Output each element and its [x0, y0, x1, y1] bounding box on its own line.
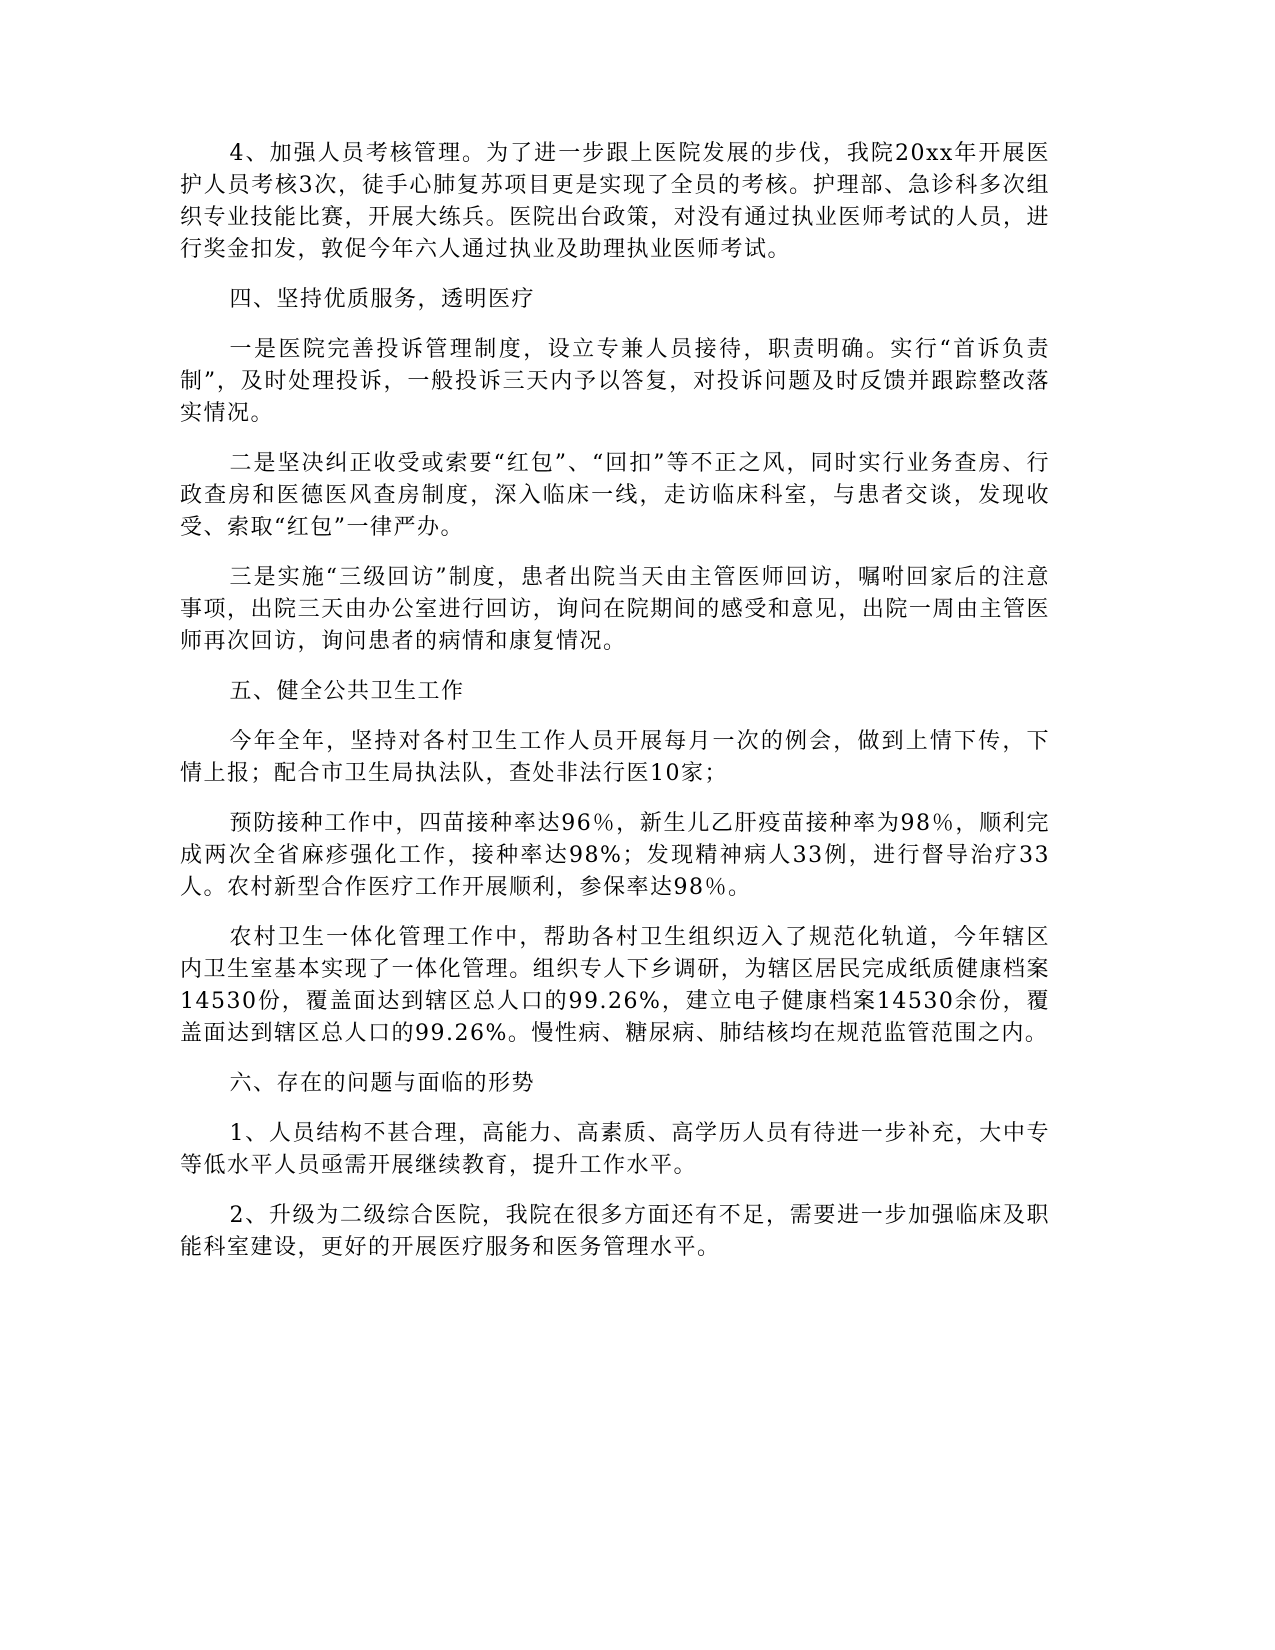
- paragraph-vaccination: 预防接种工作中，四苗接种率达96％，新生儿乙肝疫苗接种率为98％，顺利完成两次全省麻疹强化工作，接种率达98%；发现精神病人33例，进行督导治疗33人。农村新型合作医疗工作开展顺利，参保率达98％。: [180, 811, 1050, 900]
- paragraph-staff-assessment: 4、加强人员考核管理。为了进一步跟上医院发展的步伐，我院20xx年开展医护人员考核3次，徒手心肺复苏项目更是实现了全员的考核。护理部、急诊科多次组织专业技能比赛，开展大练兵。医院出台政策，对没有通过执业医师考试的人员，进行奖金扣发，敦促今年六人通过执业及助理执业医师考试。: [180, 141, 1050, 262]
- section-heading-quality-service: 四、坚持优质服务，透明医疗: [229, 287, 536, 312]
- paragraph-rural-health-integration: 农村卫生一体化管理工作中，帮助各村卫生组织迈入了规范化轨道，今年辖区内卫生室基本实现了一体化管理。组织专人下乡调研，为辖区居民完成纸质健康档案14530份，覆盖面达到辖区总人口的99.26%，建立电子健康档案14530余份，覆盖面达到辖区总人口的99.26%。慢性病、糖尿病、肺结核均在规范监管范围之内。: [180, 925, 1050, 1046]
- document-body: [180, 138, 1050, 1282]
- section-heading-problems: 六、存在的问题与面临的形势: [229, 1071, 536, 1096]
- paragraph-village-meetings: 今年全年，坚持对各村卫生工作人员开展每月一次的例会，做到上情下传，下情上报；配合市卫生局执法队，查处非法行医10家；: [180, 729, 1050, 786]
- paragraph-follow-up-visits: 三是实施“三级回访”制度，患者出院当天由主管医师回访，嘱咐回家后的注意事项，出院三天由办公室进行回访，询问在院期间的感受和意见，出院一周由主管医师再次回访，询问患者的病情和康复情况。: [180, 565, 1050, 654]
- paragraph-complaint-management: 一是医院完善投诉管理制度，设立专兼人员接待，职责明确。实行“首诉负责制”，及时处理投诉，一般投诉三天内予以答复，对投诉问题及时反馈并跟踪整改落实情况。: [180, 337, 1050, 426]
- paragraph-hospital-upgrade: 2、升级为二级综合医院，我院在很多方面还有不足，需要进一步加强临床及职能科室建设，更好的开展医疗服务和医务管理水平。: [180, 1203, 1050, 1260]
- section-heading-public-health: 五、健全公共卫生工作: [229, 679, 465, 704]
- paragraph-anti-bribery: 二是坚决纠正收受或索要“红包”、“回扣”等不正之风，同时实行业务查房、行政查房和医德医风查房制度，深入临床一线，走访临床科室，与患者交谈，发现收受、索取“红包”一律严办。: [180, 451, 1050, 540]
- paragraph-staff-structure: 1、人员结构不甚合理，高能力、高素质、高学历人员有待进一步补充，大中专等低水平人员亟需开展继续教育，提升工作水平。: [180, 1121, 1050, 1178]
